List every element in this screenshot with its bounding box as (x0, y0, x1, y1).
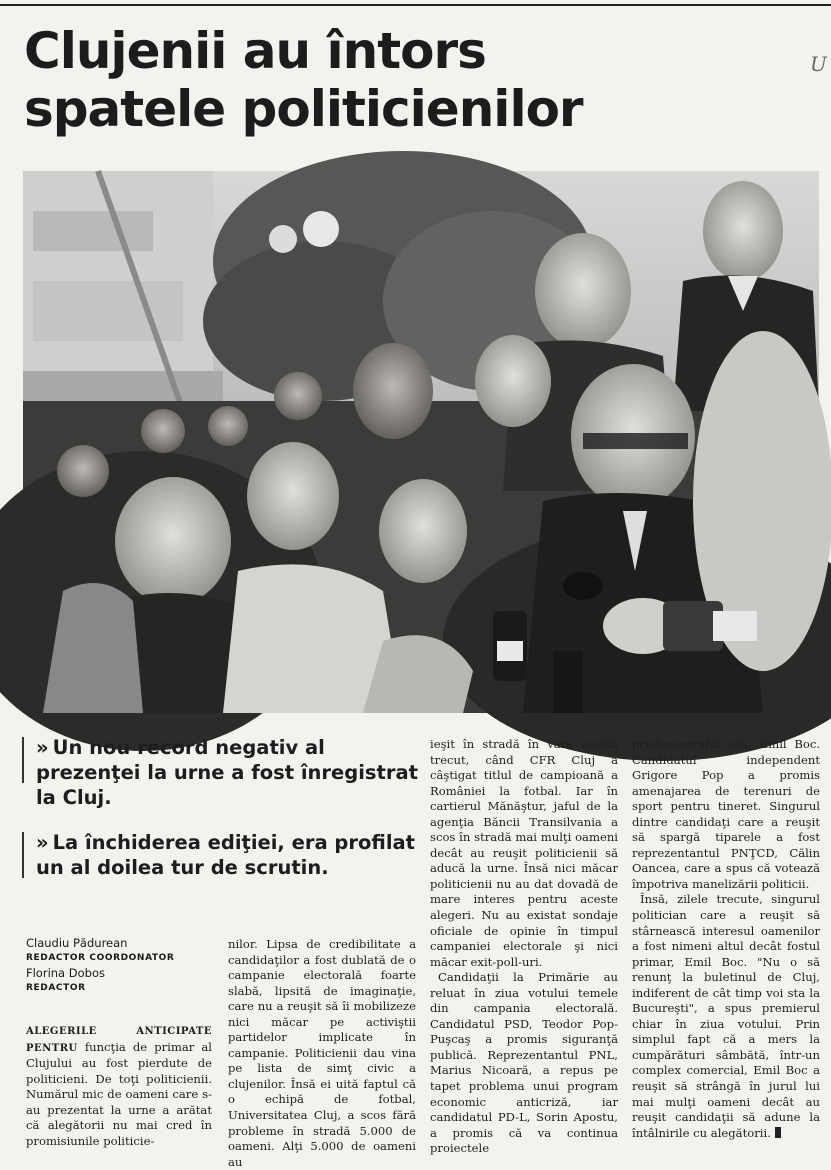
headline-line-2: spatele politicienilor (24, 80, 583, 138)
article-lead (26, 1023, 212, 1149)
photo-illustration (23, 171, 819, 713)
end-of-article-icon (775, 1127, 781, 1138)
article-column-2 (228, 937, 416, 1170)
author-1-role: REDACTOR COORDONATOR (26, 953, 175, 963)
col2-text: nilor. Lipsa de credibilitate a candidaţilor a fost dublată de o campanie electorală foarte slabă, lipsită de imaginaţie, care nu a reuşit să îi mobilizeze nici măcar pe activiştii partidelor implicate în campanie. Politicienii dau vina pe lista de simţ civic a clujenilor. Însă ei uită faptul că o echipă de fotbal, Universitatea Cluj, a scos fără probleme în stradă 5.000 de oameni. Alţi 5.000 de oameni au (228, 937, 416, 1169)
byline (26, 936, 216, 996)
press-crowd-photo (23, 171, 819, 713)
author-2-role: REDACTOR (26, 983, 86, 993)
headline (24, 22, 784, 138)
subheadline-decks (22, 735, 422, 900)
lead-caps: ALEGERILE ANTICIPATE PENTRU (26, 1026, 212, 1054)
col4-paragraph-1: predecesorului său, Emil Boc. Candidatul independent Grigore Pop a promis amenajarea de terenuri de sport pentru tineret. Singurul dintre candidaţi care a reuşit să spargă tiparele a fost reprezentantul PNŢCD, Călin Oancea, care a spus că votează împotriva manelizării politicii. (632, 737, 820, 891)
top-rule (0, 0, 831, 6)
article-column-1 (26, 1023, 212, 1149)
article-column-3 (430, 737, 618, 1157)
deck-bar (22, 737, 24, 783)
deck-bar (22, 832, 24, 878)
deck-1-text: Un nou record negativ al prezenţei la urne a fost înregistrat la Cluj. (36, 736, 418, 809)
col4-paragraph-2 (632, 892, 820, 1141)
deck-2 (22, 830, 422, 880)
author-1: Claudiu Pădurean (26, 936, 128, 950)
double-chevron-icon: » (36, 736, 49, 759)
double-chevron-icon: » (36, 831, 49, 854)
col1-text: funcţia de primar al Clujului au fost pierdute de politicieni. De toţi politicienii. Numărul mic de oameni care s-au prezentat la urne a arătat că alegătorii nu mai cred în promisiunile politicie- (26, 1039, 213, 1148)
col3-paragraph-2: Candidaţii la Primărie au reluat în ziua votului temele din campania electorală. Candidatul PSD, Teodor Pop-Puşcaş a promis siguranţă publică. Reprezentantul PNL, Marius Nicoară, a repus pe tapet problema unui program economic anticriză, iar candidatul PD-L, Sorin Apostu, a promis că va continua proiectele (430, 970, 618, 1156)
col3-paragraph-1: ieşit în stradă în vara anului trecut, când CFR Cluj a câştigat titlul de campioană a României la fotbal. Iar în cartierul Mănăştur, jaful de la agenţia Băncii Transilvania a scos în stradă mai mulţi oameni decât au reuşit politicienii să aducă la urne. Însă nici măcar politicienii nu au dat dovadă de mare interes pentru aceste alegeri. Nu au existat sondaje oficiale de opinie în timpul campaniei electorale şi nici măcar exit-poll-uri. (430, 737, 618, 969)
author-2: Florina Dobos (26, 966, 105, 980)
article-column-4 (632, 737, 820, 1141)
deck-1 (22, 735, 422, 810)
deck-2-text: La închiderea ediţiei, era profilat un al doilea tur de scrutin. (36, 831, 416, 879)
headline-line-1: Clujenii au întors (24, 22, 486, 80)
col4-paragraph-2-text: Însă, zilele trecute, singurul politician care a reuşit să stârnească interesul oamenilor a fost nimeni altul decât fostul primar, Emil Boc. "Nu o să renunţ la buletinul de Cluj, indiferent de cât timp voi sta la Bucureşti", a spus premierul chiar în ziua votului. Prin simplul fapt că a mers la cumpărături sâmbătă, într-un complex comercial, Emil Boc a reuşit să strângă în jurul lui mai mulţi oameni decât au reuşit candidaţii să adune la întâlnirile cu alegătorii. (632, 892, 820, 1140)
handwritten-margin-mark: U (810, 52, 827, 76)
